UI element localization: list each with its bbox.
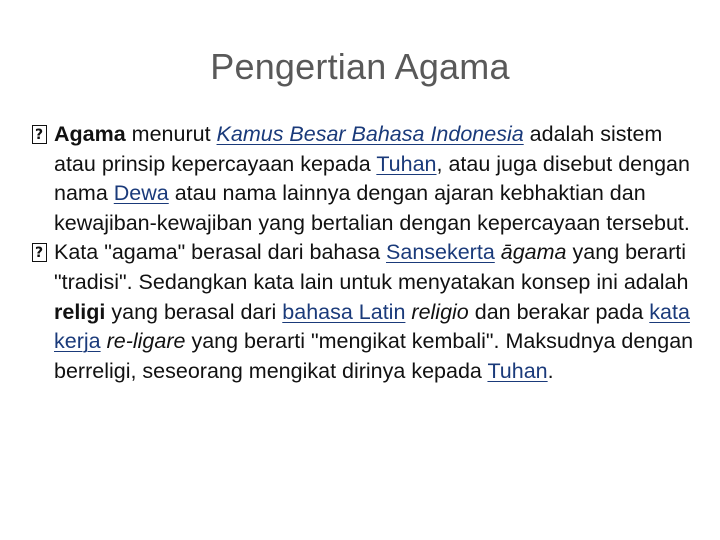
link-bahasa-latin[interactable]: bahasa Latin xyxy=(282,299,406,324)
paragraph-definition xyxy=(32,120,708,238)
text-span: yang berarti "tradisi". Sedangkan kata lain untuk menyatakan konsep ini adalah xyxy=(54,240,689,294)
term-re-ligare: re-ligare xyxy=(106,329,186,354)
link-sansekerta[interactable]: Sansekerta xyxy=(386,240,495,265)
term-agama: Agama xyxy=(54,122,126,146)
term-religi: religi xyxy=(54,299,106,324)
text-span: adalah sistem atau prinsip kepercayaan kepada xyxy=(54,122,663,176)
missing-glyph-icon xyxy=(32,125,47,144)
text-span: yang berarti "mengikat kembali". Maksudnya dengan berreligi, seseorang mengikat dirinya kepada xyxy=(54,329,694,383)
text-span: atau nama lainnya dengan ajaran kebhaktian dan kewajiban-kewajiban yang bertalian dengan kepercayaan tersebut. xyxy=(54,181,690,235)
text-span: yang berasal dari xyxy=(105,299,283,324)
link-kata-kerja[interactable]: kata kerja xyxy=(54,299,690,354)
link-tuhan[interactable]: Tuhan xyxy=(487,358,548,383)
text-span: dan berakar pada xyxy=(468,299,650,324)
paragraph-etymology xyxy=(32,238,708,386)
term-agama-sanskrit: āgama xyxy=(500,240,567,265)
page-title: Pengertian Agama xyxy=(210,46,510,87)
link-dewa[interactable]: Dewa xyxy=(113,181,169,206)
text-span: , atau juga disebut dengan nama xyxy=(54,151,690,206)
text-span: . xyxy=(547,358,554,383)
text-span: Kata "agama" berasal dari bahasa xyxy=(54,240,387,265)
link-tuhan[interactable]: Tuhan xyxy=(376,151,437,176)
term-religio: religio xyxy=(411,299,469,324)
link-kbbi[interactable]: Kamus Besar Bahasa Indonesia xyxy=(216,122,524,146)
slide-body xyxy=(32,120,708,386)
missing-glyph-icon xyxy=(32,243,47,262)
text-span: menurut xyxy=(125,122,217,146)
